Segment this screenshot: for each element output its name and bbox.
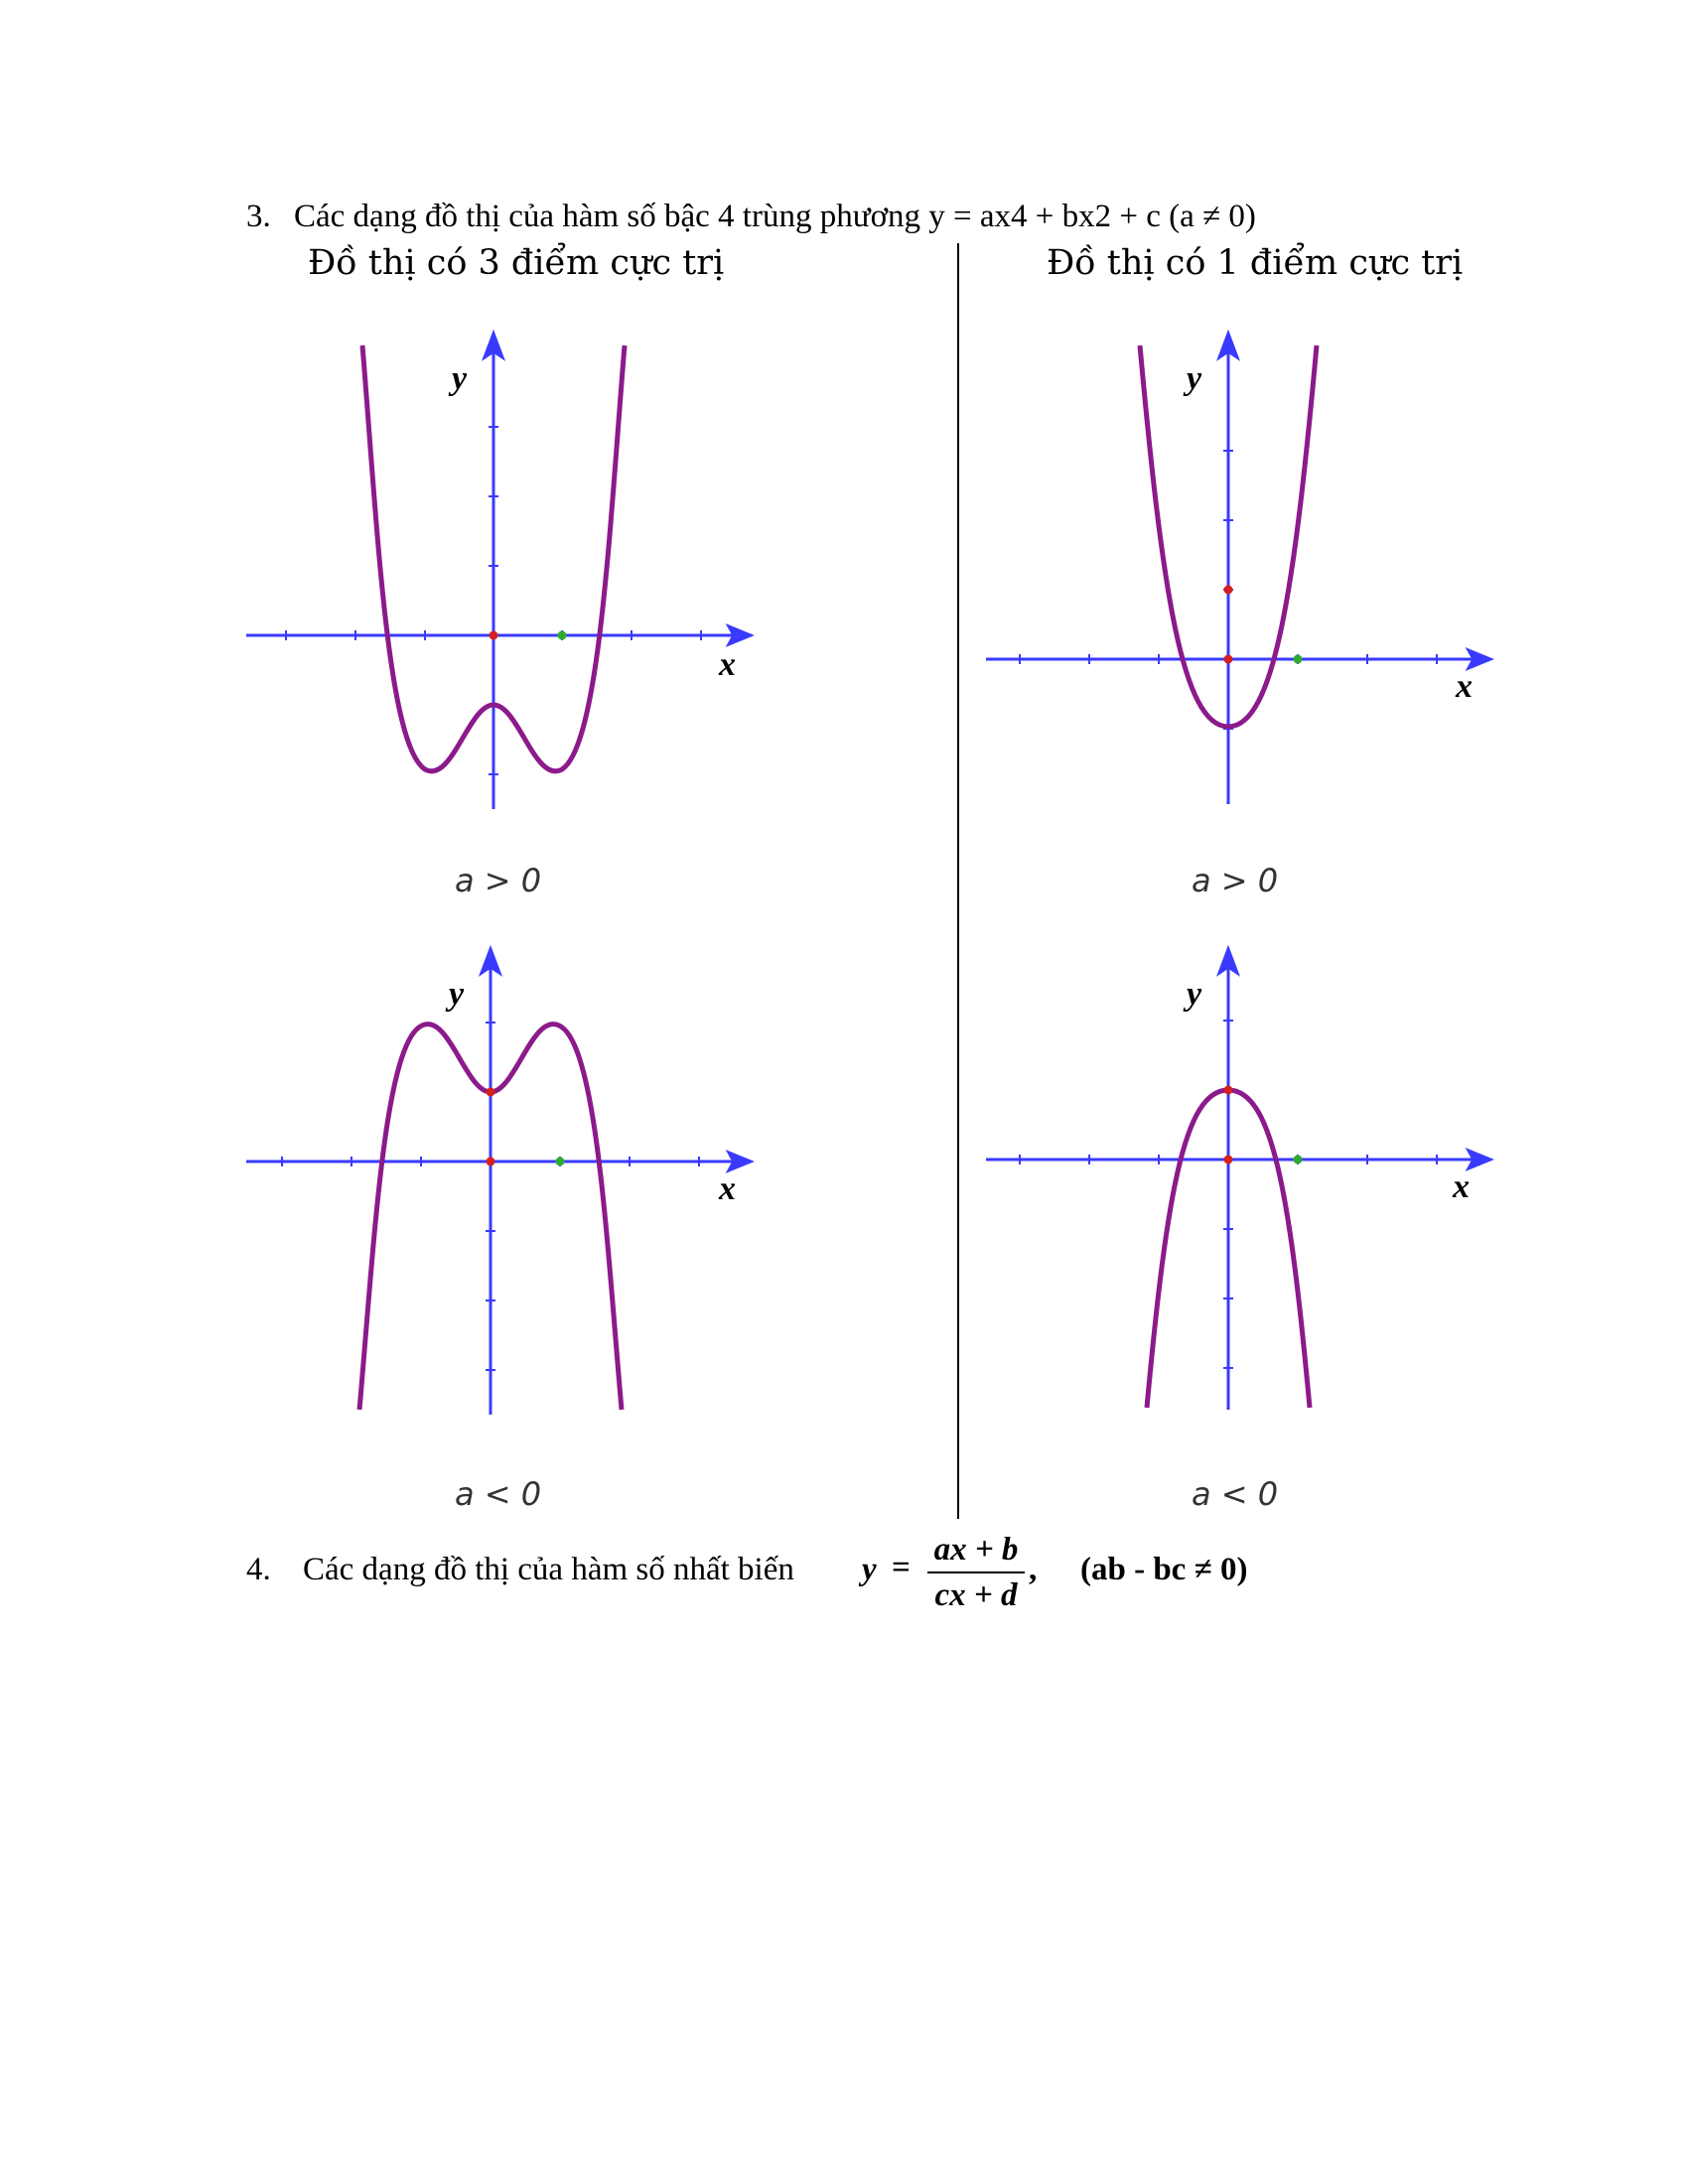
- caption-top-right: a > 0: [1192, 862, 1279, 899]
- formula-numerator: ax + b: [933, 1532, 1019, 1568]
- point-on-y-axis: [487, 1088, 495, 1097]
- x-axis-arrow: [1469, 650, 1490, 668]
- formula-fraction: [927, 1530, 1025, 1615]
- column-divider: [957, 243, 959, 1519]
- x-axis-label: x: [1456, 668, 1473, 705]
- formula-condition: (ab - bc ≠ 0): [1080, 1552, 1248, 1587]
- section-3-number: 3.: [246, 199, 271, 234]
- section-4-number: 4.: [246, 1552, 271, 1587]
- graph-three-extrema-a-negative: [238, 943, 755, 1430]
- fraction-bar: [927, 1571, 1025, 1573]
- formula-equals: =: [892, 1550, 911, 1585]
- unit-dot: [1294, 1156, 1303, 1164]
- origin-dot: [1224, 655, 1233, 664]
- right-column-heading: Đồ thị có 1 điểm cực trị: [1047, 243, 1464, 283]
- origin-dot: [490, 631, 498, 640]
- point-on-y-axis: [1224, 1086, 1233, 1095]
- x-axis-label: x: [719, 646, 736, 683]
- y-axis-label: y: [449, 976, 465, 1013]
- y-axis-label: y: [452, 360, 468, 397]
- graph-three-extrema-a-positive: [238, 328, 755, 824]
- section-4-text: Các dạng đồ thị của hàm số nhất biến: [303, 1552, 794, 1587]
- origin-dot: [1224, 1156, 1233, 1164]
- caption-bottom-right: a < 0: [1192, 1475, 1279, 1513]
- caption-top-left: a > 0: [455, 862, 542, 899]
- unit-dot: [1294, 655, 1303, 664]
- graph-one-extremum-a-positive: [978, 328, 1494, 824]
- unit-dot: [558, 631, 567, 640]
- formula-y: y: [862, 1552, 877, 1587]
- formula-denominator: cx + d: [934, 1577, 1018, 1613]
- left-column-heading: Đồ thị có 3 điểm cực trị: [308, 243, 725, 283]
- y-axis-label: y: [1187, 360, 1202, 397]
- x-axis-arrow: [729, 626, 751, 644]
- origin-dot: [487, 1158, 495, 1166]
- y-axis-label: y: [1187, 976, 1202, 1013]
- formula-comma: ,: [1029, 1552, 1038, 1587]
- x-axis-label: x: [1453, 1168, 1470, 1205]
- caption-bottom-left: a < 0: [455, 1475, 542, 1513]
- x-axis-arrow: [1469, 1151, 1490, 1168]
- x-axis-label: x: [719, 1170, 736, 1207]
- section-3-heading: [246, 199, 1256, 235]
- point-on-y-axis: [1224, 586, 1233, 595]
- graph-one-extremum-a-negative: [978, 943, 1494, 1430]
- x-axis-arrow: [729, 1153, 751, 1170]
- section-3-text: Các dạng đồ thị của hàm số bậc 4 trùng phương y = ax4 + bx2 + c (a ≠ 0): [294, 199, 1256, 234]
- unit-dot: [556, 1158, 565, 1166]
